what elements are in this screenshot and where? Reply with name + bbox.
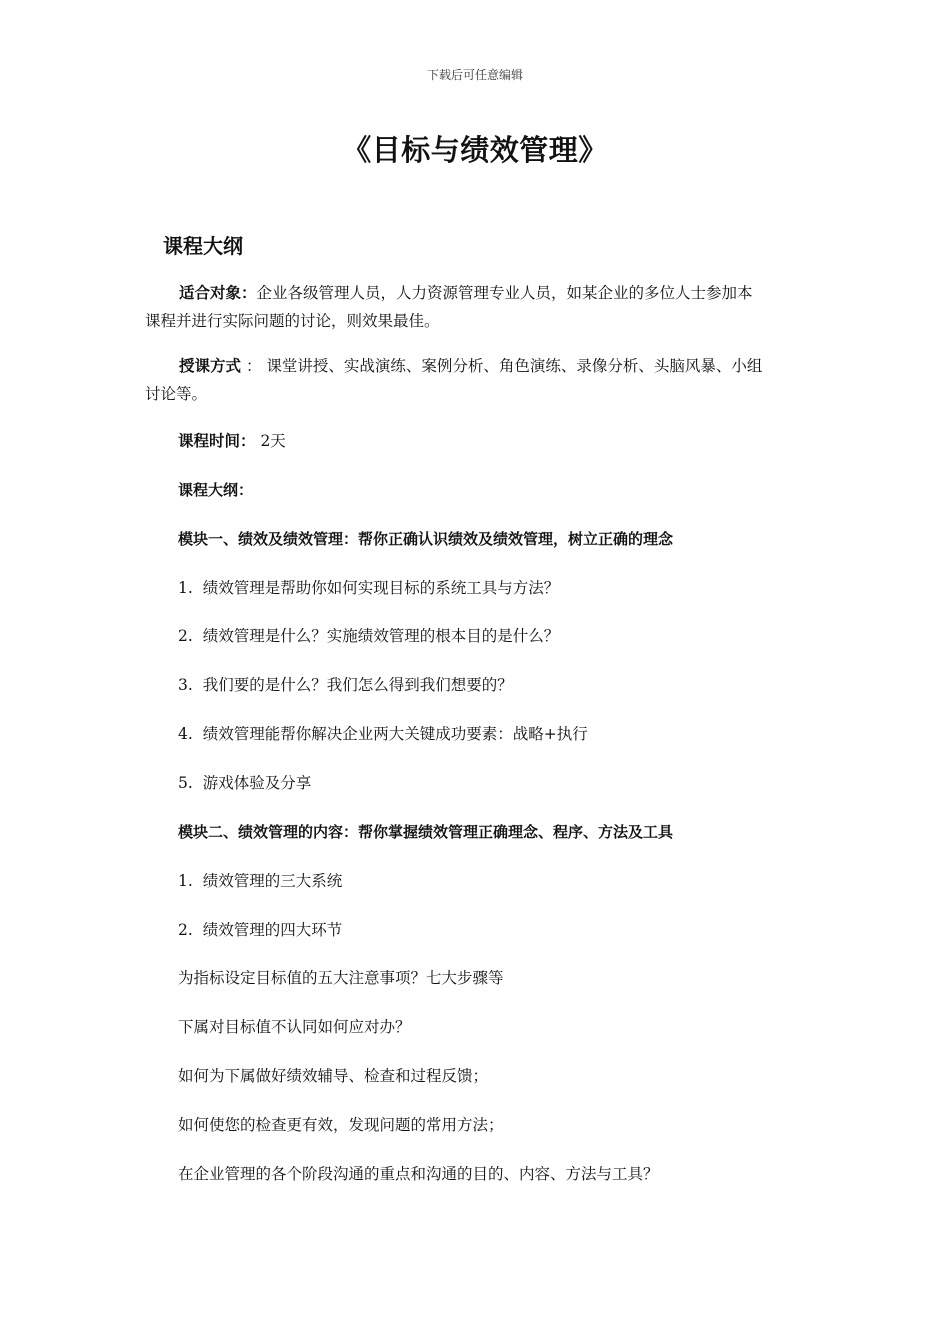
list-item-text: 我们要的是什么？我们怎么得到我们想要的？: [202, 676, 513, 694]
list-item-number: 3.: [178, 676, 193, 694]
body-line: 下属对目标值不认同如何应对办？: [178, 1018, 411, 1036]
audience-text-line1: 企业各级管理人员，人力资源管理专业人员，如某企业的多位人士参加本: [256, 284, 753, 302]
list-item: [178, 673, 513, 695]
duration-label: 课程时间：: [178, 432, 256, 450]
list-item-number: 5.: [178, 774, 193, 792]
method-colon: ：: [241, 357, 262, 375]
list-item-text: 绩效管理是什么？实施绩效管理的根本目的是什么？: [202, 627, 560, 645]
body-line: 在企业管理的各个阶段沟通的重点和沟通的目的、内容、方法与工具？: [178, 1165, 659, 1183]
list-item: [178, 624, 559, 646]
list-item: [178, 576, 559, 598]
outline-label: 课程大纲：: [178, 481, 254, 499]
list-item-text: 绩效管理是帮助你如何实现目标的系统工具与方法？: [202, 579, 560, 597]
list-item: [178, 771, 311, 793]
audience-paragraph: [145, 279, 815, 335]
list-item-number: 1.: [178, 872, 193, 890]
section-heading: 课程大纲: [163, 234, 243, 258]
list-item: [178, 869, 342, 891]
body-line: 为指标设定目标值的五大注意事项？七大步骤等: [178, 969, 504, 987]
list-item-number: 4.: [178, 725, 193, 743]
document-title: 《目标与绩效管理》: [342, 133, 608, 167]
header-note: 下载后可任意编辑: [426, 68, 523, 82]
list-item-text: 绩效管理的四大环节: [202, 921, 343, 939]
body-line: 如何为下属做好绩效辅导、检查和过程反馈；: [178, 1067, 489, 1085]
duration-line: [178, 429, 286, 451]
method-paragraph: [145, 352, 815, 408]
list-item-text: 游戏体验及分享: [202, 774, 312, 792]
module2-title: 模块二、绩效管理的内容：帮你掌握绩效管理正确理念、程序、方法及工具: [178, 823, 674, 841]
list-item-text: 绩效管理的三大系统: [202, 872, 343, 890]
body-line: 如何使您的检查更有效，发现问题的常用方法；: [178, 1116, 504, 1134]
list-item: [178, 918, 342, 940]
list-item-number: 1.: [178, 579, 193, 597]
list-item-number: 2.: [178, 627, 193, 645]
module1-title: 模块一、绩效及绩效管理：帮你正确认识绩效及绩效管理，树立正确的理念: [178, 530, 674, 548]
method-text-line1: 课堂讲授、实战演练、案例分析、角色演练、录像分析、头脑风暴、小组: [261, 357, 763, 375]
audience-label: 适合对象：: [179, 284, 257, 302]
method-text-line2: 讨论等。: [145, 385, 208, 403]
list-item-number: 2.: [178, 921, 193, 939]
duration-value: 2天: [255, 432, 286, 450]
method-label: 授课方式: [179, 357, 242, 375]
audience-text-line2: 课程并进行实际问题的讨论，则效果最佳。: [145, 312, 440, 330]
list-item-text: 绩效管理能帮你解决企业两大关键成功要素：战略+执行: [202, 725, 588, 743]
list-item: [178, 722, 588, 744]
